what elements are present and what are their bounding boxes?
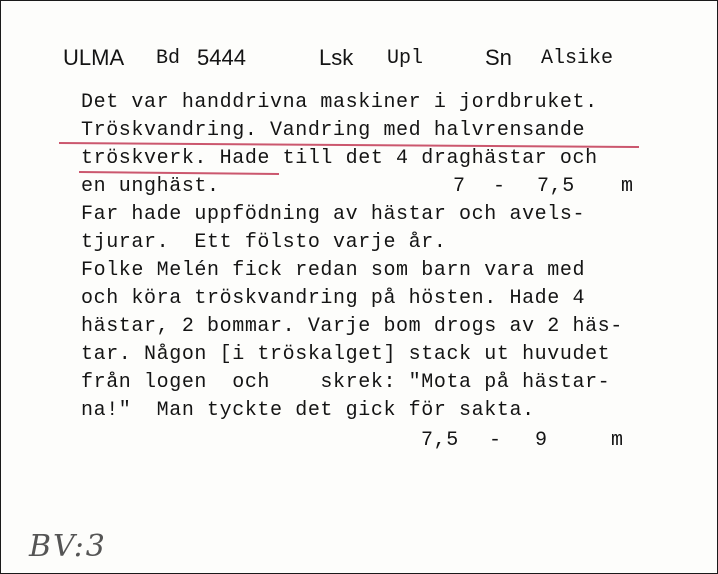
measure-2-from: 7,5 <box>421 429 459 452</box>
measure-1-dash: - <box>493 175 506 198</box>
text-line-7: Folke Melén fick redan som barn vara med <box>81 259 586 282</box>
socken-value: Alsike <box>541 47 614 70</box>
text-line-12: na!" Man tyckte det gick för sakta. <box>81 399 535 422</box>
measure-1-to: 7,5 <box>537 175 575 198</box>
landskap-value: Upl <box>387 47 424 70</box>
landskap-label: Lsk <box>319 45 354 70</box>
measure-1-from: 7 <box>453 175 466 198</box>
text-line-8: och köra tröskvandring på hösten. Hade 4 <box>81 287 586 310</box>
text-line-6: tjurar. Ett fölsto varje år. <box>81 231 447 254</box>
text-line-9: hästar, 2 bommar. Varje bom drogs av 2 häs- <box>81 315 623 338</box>
text-line-4: en unghäst. <box>81 175 220 198</box>
text-line-10: tar. Någon [i tröskalget] stack ut huvudet <box>81 343 611 366</box>
text-line-11: från logen och skrek: "Mota på hästar- <box>81 371 611 394</box>
text-line-2: Tröskvandring. Vandring med halvrensande <box>81 119 586 142</box>
measure-2-to: 9 <box>535 429 548 452</box>
measure-2-dash: - <box>489 429 502 452</box>
handwritten-note: BV:3 <box>29 529 107 564</box>
socken-label: Sn <box>485 45 512 70</box>
text-line-1: Det var handdrivna maskiner i jordbruket. <box>81 91 598 114</box>
measure-2-unit: m <box>611 429 624 452</box>
volume-number: 5444 <box>197 45 246 70</box>
volume-label: Bd <box>156 47 181 70</box>
text-line-5: Far hade uppfödning av hästar och avels- <box>81 203 586 226</box>
measure-1-unit: m <box>621 175 634 198</box>
text-line-3: tröskverk. Hade till det 4 draghästar och <box>81 147 598 170</box>
archive-code: ULMA <box>63 45 125 70</box>
